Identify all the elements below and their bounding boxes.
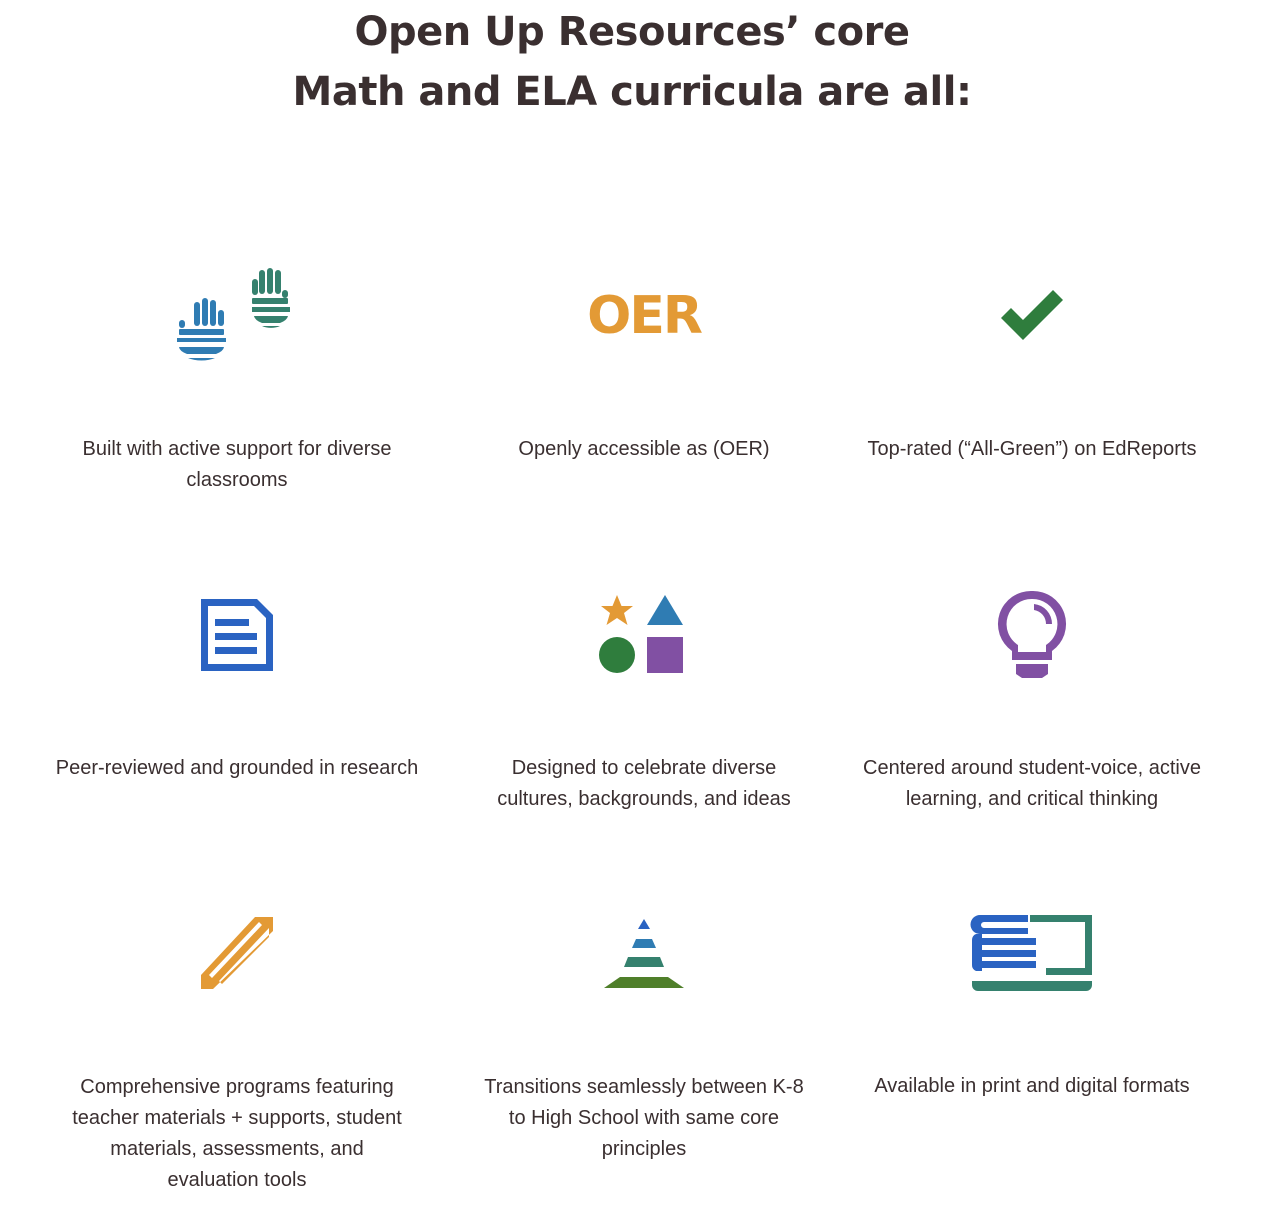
title-line-1: Open Up Resources’ core [354,9,910,55]
feature-label: Comprehensive programs featuring teacher materials + supports, student materials, assessments, and evaluation tools [72,1076,402,1191]
feature-label: Designed to celebrate diverse cultures, backgrounds, and ideas [497,757,791,810]
page-title [0,2,1264,122]
feature-label: Peer-reviewed and grounded in research [55,757,419,779]
feature-label: Top-rated (“All-Green”) on EdReports [867,438,1197,460]
feature-label: Openly accessible as (OER) [518,438,770,460]
oer-icon [444,288,844,344]
shapes-icon [444,595,844,675]
pencil-icon [37,915,437,991]
pyramid-icon [444,917,844,991]
feature-label: Available in print and digital formats [874,1075,1190,1097]
oer-icon-text: OER [587,286,701,346]
feature-label: Centered around student-voice, active learning, and critical thinking [863,757,1201,810]
title-line-2: Math and ELA curricula are all: [292,69,972,115]
raised-hands-icon [37,262,437,372]
feature-label: Transitions seamlessly between K-8 to High School with same core principles [484,1076,804,1160]
checkmark-icon [832,290,1232,342]
document-icon [37,597,437,673]
books-laptop-icon [832,913,1232,993]
feature-label: Built with active support for diverse classrooms [82,438,392,491]
lightbulb-icon [832,588,1232,682]
